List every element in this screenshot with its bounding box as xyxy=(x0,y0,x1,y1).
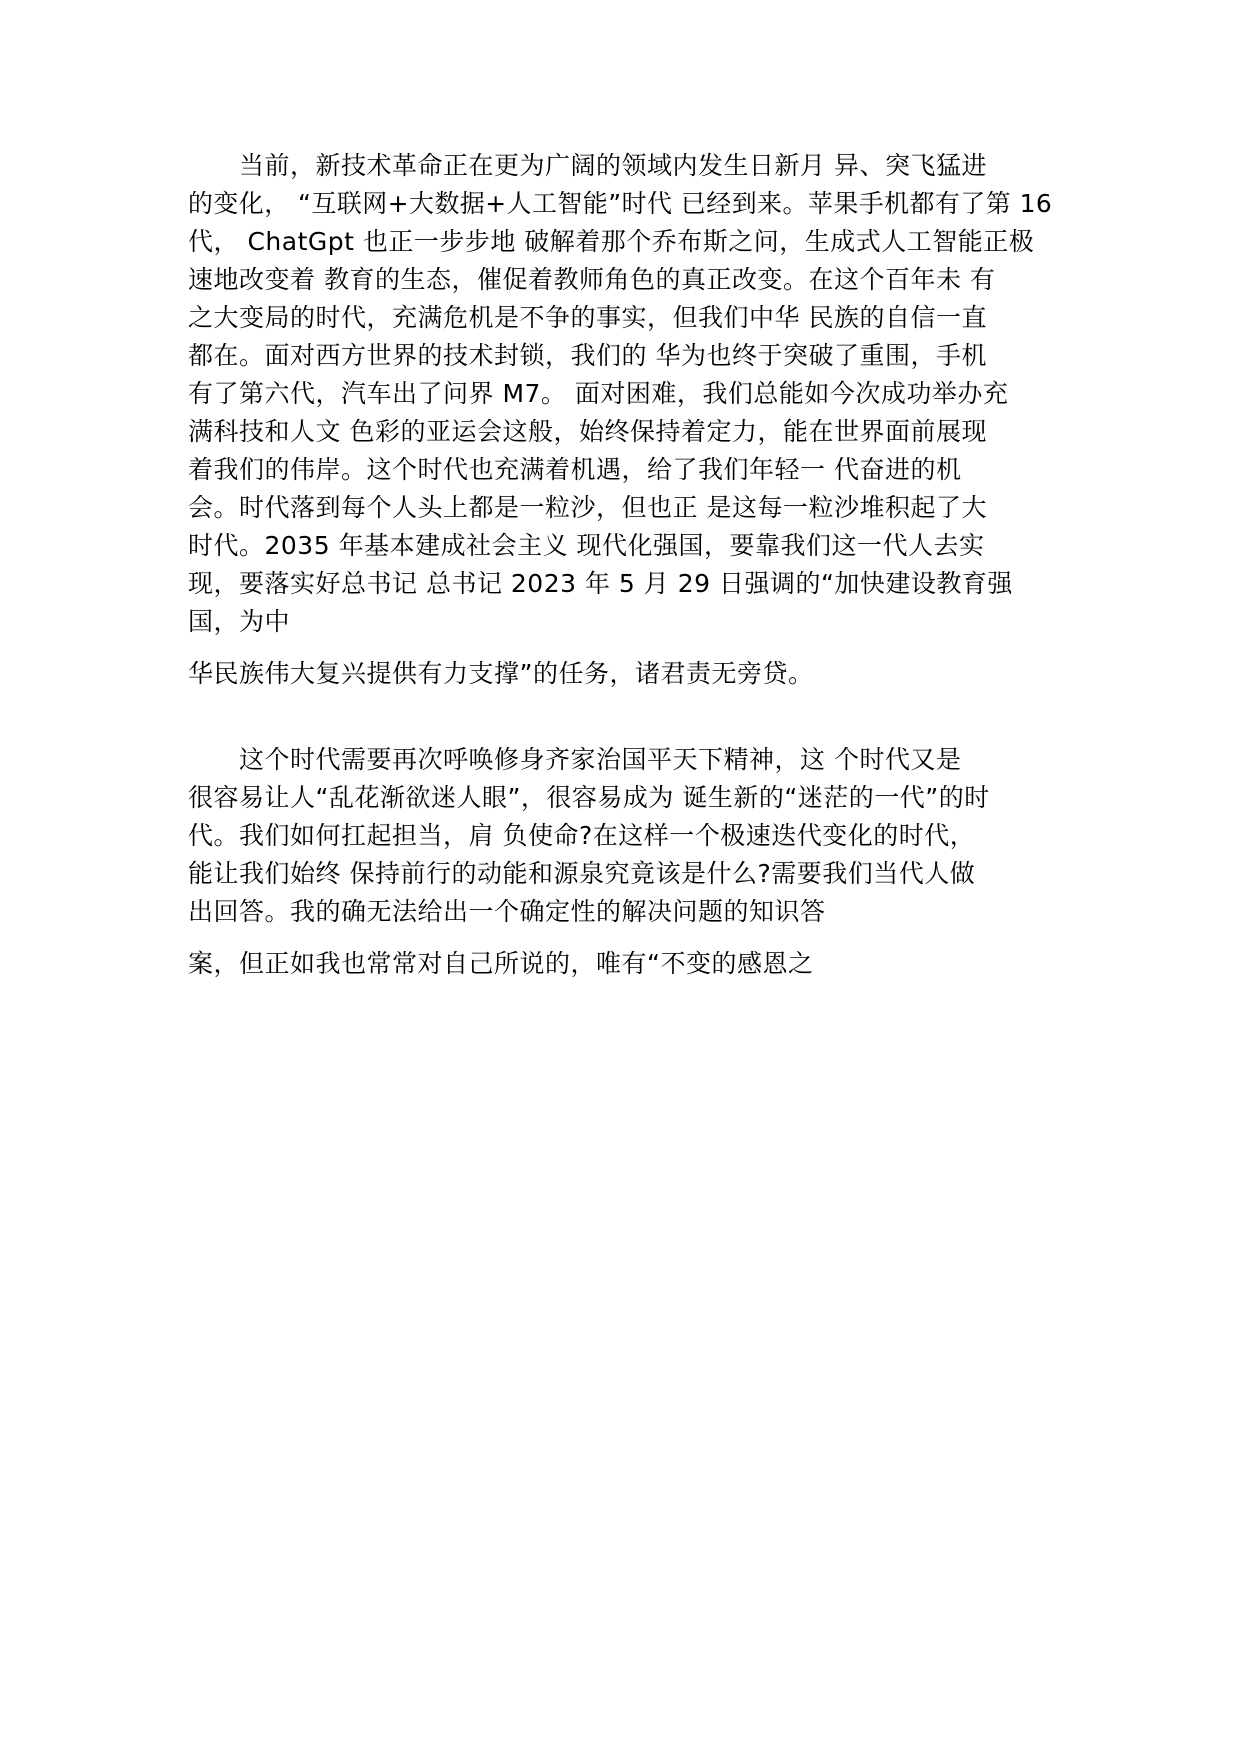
paragraph-1-line-8: 满科技和人文 色彩的亚运会这般，始终保持着定力，能在世界面前展现 xyxy=(188,417,987,446)
paragraph-1-line-1: 当前，新技术革命正在更为广阔的领域内发生日新月 异、突飞猛进 xyxy=(188,151,987,180)
paragraph-2-line-1: 这个时代需要再次呼唤修身齐家治国平天下精神，这 个时代又是 xyxy=(188,745,962,774)
paragraph-1-line-2: 的变化， “互联网+大数据+人工智能”时代 已经到来。苹果手机都有了第 16 xyxy=(188,189,1053,218)
paragraph-1-line-13: 国，为中 xyxy=(188,607,291,636)
paragraph-2-line-2: 很容易让人“乱花渐欲迷人眼”，很容易成为 诞生新的“迷茫的一代”的时 xyxy=(188,783,990,812)
paragraph-2-continuation: 案，但正如我也常常对自己所说的，唯有“不变的感恩之 xyxy=(188,949,814,978)
paragraph-1-line-10: 会。时代落到每个人头上都是一粒沙，但也正 是这每一粒沙堆积起了大 xyxy=(188,493,987,522)
paragraph-1-line-6: 都在。面对西方世界的技术封锁，我们的 华为也终于突破了重围，手机 xyxy=(188,341,987,370)
paragraph-2-line-3: 代。我们如何扛起担当，肩 负使命?在这样一个极速迭代变化的时代， xyxy=(188,821,976,850)
paragraph-1-line-3: 代， ChatGpt 也正一步步地 破解着那个乔布斯之问，生成式人工智能正极 xyxy=(188,227,1035,256)
paragraph-1-continuation: 华民族伟大复兴提供有力支撑”的任务，诸君责无旁贷。 xyxy=(188,659,814,688)
paragraph-1-line-7: 有了第六代，汽车出了问界 M7。 面对困难，我们总能如今次成功举办充 xyxy=(188,379,1009,408)
paragraph-2-line-5: 出回答。我的确无法给出一个确定性的解决问题的知识答 xyxy=(188,897,826,926)
paragraph-1-line-11: 时代。2035 年基本建成社会主义 现代化强国，要靠我们这一代人去实 xyxy=(188,531,985,560)
paragraph-1-line-12: 现，要落实好总书记 总书记 2023 年 5 月 29 日强调的“加快建设教育强 xyxy=(188,569,1013,598)
paragraph-1-line-4: 速地改变着 教育的生态，催促着教师角色的真正改变。在这个百年未 有 xyxy=(188,265,996,294)
paragraph-1-line-9: 着我们的伟岸。这个时代也充满着机遇，给了我们年轻一 代奋进的机 xyxy=(188,455,962,484)
paragraph-2-line-4: 能让我们始终 保持前行的动能和源泉究竟该是什么?需要我们当代人做 xyxy=(188,859,976,888)
paragraph-1-line-5: 之大变局的时代，充满危机是不争的事实，但我们中华 民族的自信一直 xyxy=(188,303,987,332)
